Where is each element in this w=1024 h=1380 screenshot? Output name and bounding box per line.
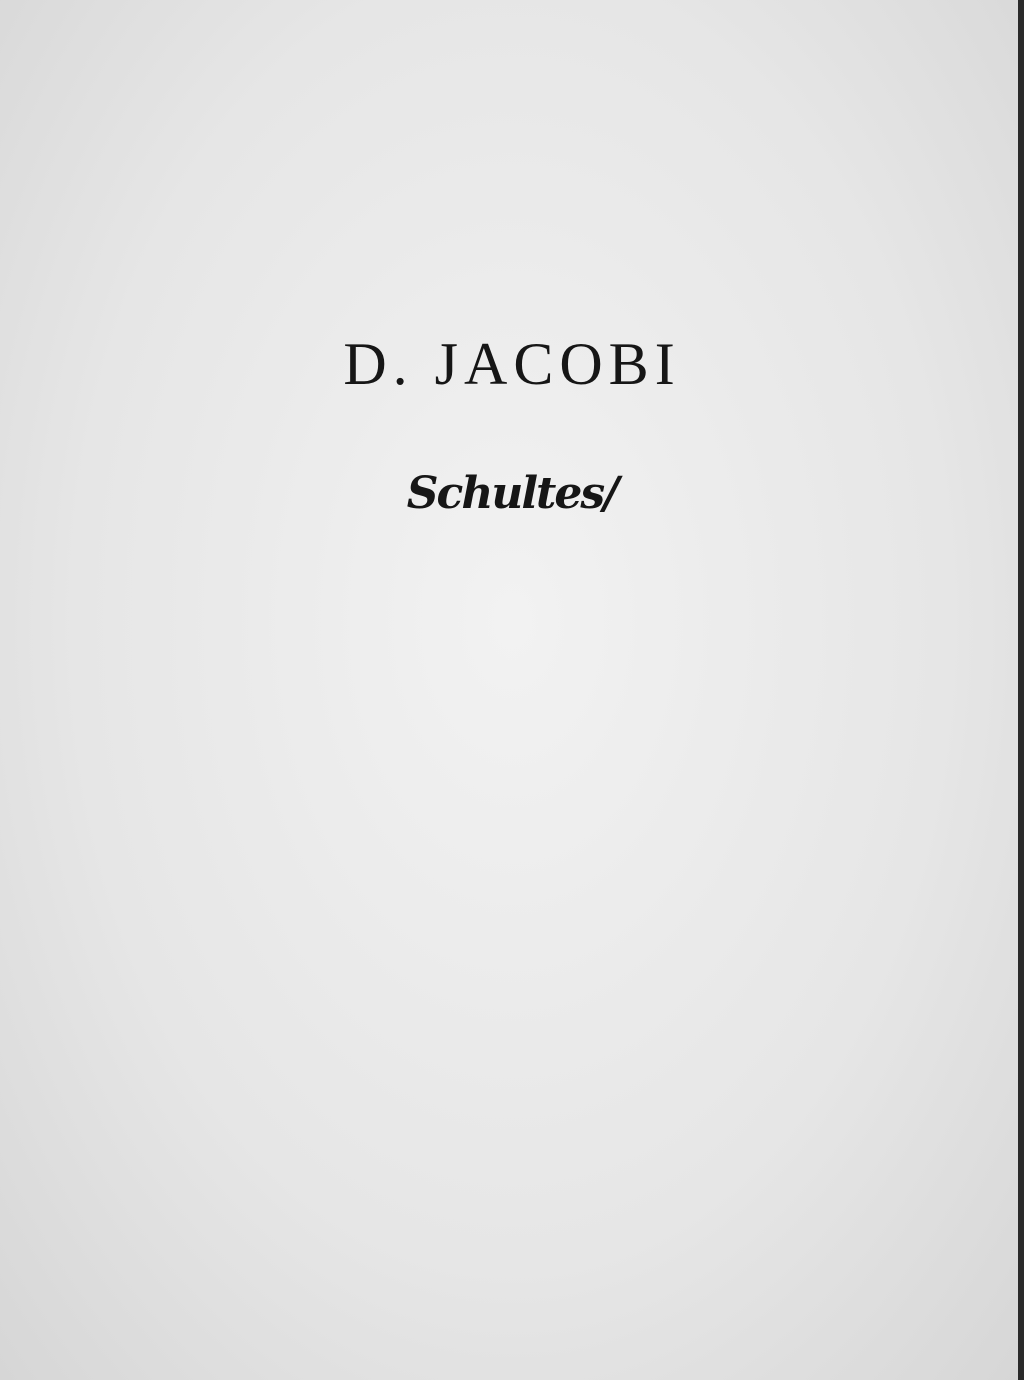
name-jacobi: D. JACOBI <box>343 331 681 397</box>
page-edge-shadow <box>1018 0 1024 1380</box>
name-schultes: Schultes/ <box>406 468 618 519</box>
